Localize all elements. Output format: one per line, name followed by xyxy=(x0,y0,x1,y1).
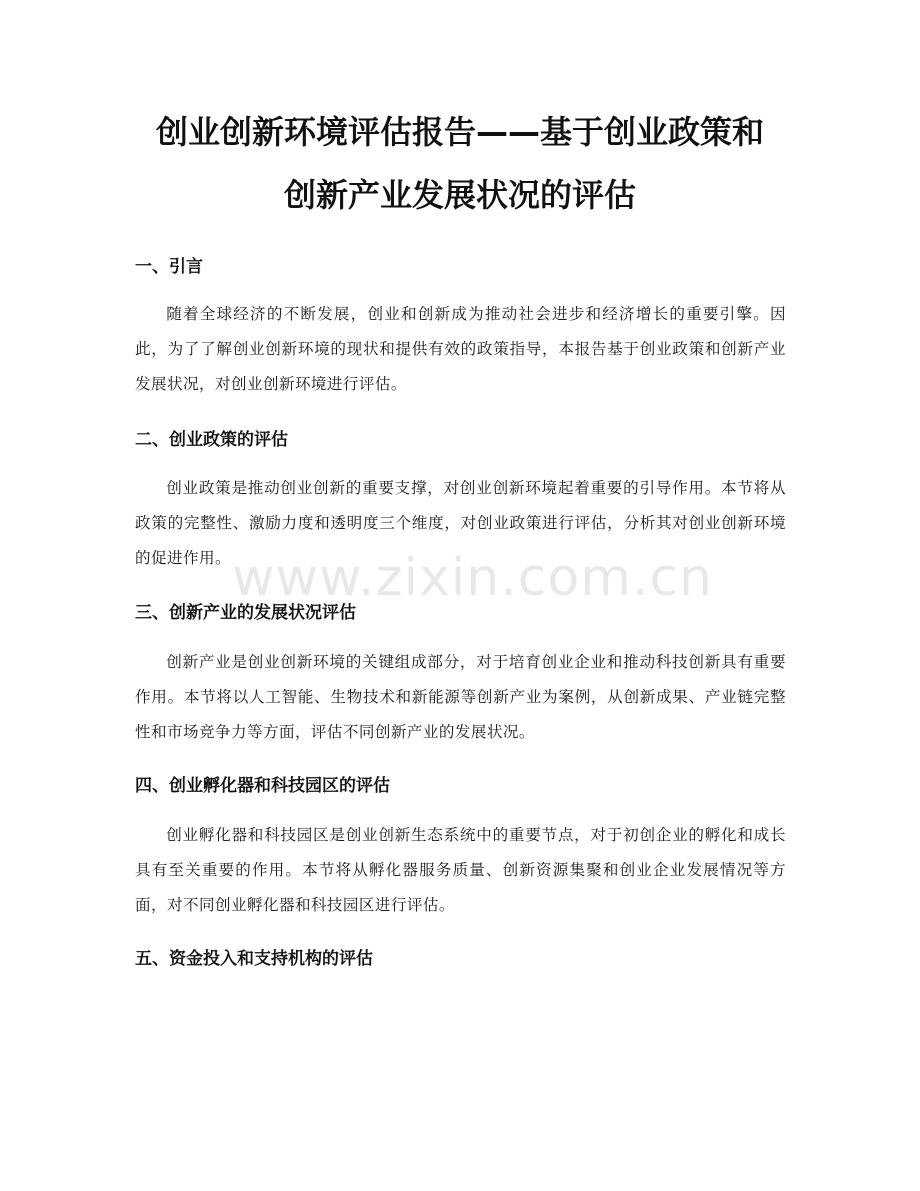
section-paragraph-industry: 创新产业是创业创新环境的关键组成部分，对于培育创业企业和推动科技创新具有重要作用。本节将以人工智能、生物技术和新能源等创新产业为案例，从创新成果、产业链完整性和市场竞争力等方面，评估不同创新产业的发展状况。 xyxy=(135,653,786,741)
document-title-line-2: 创新产业发展状况的评估 xyxy=(283,176,636,214)
section-heading-industry: 三、创新产业的发展状况评估 xyxy=(135,603,356,623)
section-heading-policy: 二、创业政策的评估 xyxy=(135,430,288,450)
section-paragraph-incubators: 创业孵化器和科技园区是创业创新生态系统中的重要节点，对于初创企业的孵化和成长具有至关重要的作用。本节将从孵化器服务质量、创新资源集聚和创业企业发展情况等方面，对不同创业孵化器和科技园区进行评估。 xyxy=(135,826,786,914)
section-heading-incubators: 四、创业孵化器和科技园区的评估 xyxy=(135,776,390,796)
section-heading-funding: 五、资金投入和支持机构的评估 xyxy=(135,949,373,969)
document-title-line-1: 创业创新环境评估报告——基于创业政策和 xyxy=(155,113,764,151)
section-paragraph-introduction: 随着全球经济的不断发展，创业和创新成为推动社会进步和经济增长的重要引擎。因此，为了了解创业创新环境的现状和提供有效的政策指导，本报告基于创业政策和创新产业发展状况，对创业创新环境进行评估。 xyxy=(135,305,786,393)
watermark-text: www.zixin.com.cn xyxy=(232,548,713,608)
section-paragraph-policy: 创业政策是推动创业创新的重要支撑，对创业创新环境起着重要的引导作用。本节将从政策的完整性、激励力度和透明度三个维度，对创业政策进行评估，分析其对创业创新环境的促进作用。 xyxy=(135,479,786,567)
section-heading-introduction: 一、引言 xyxy=(135,257,203,277)
